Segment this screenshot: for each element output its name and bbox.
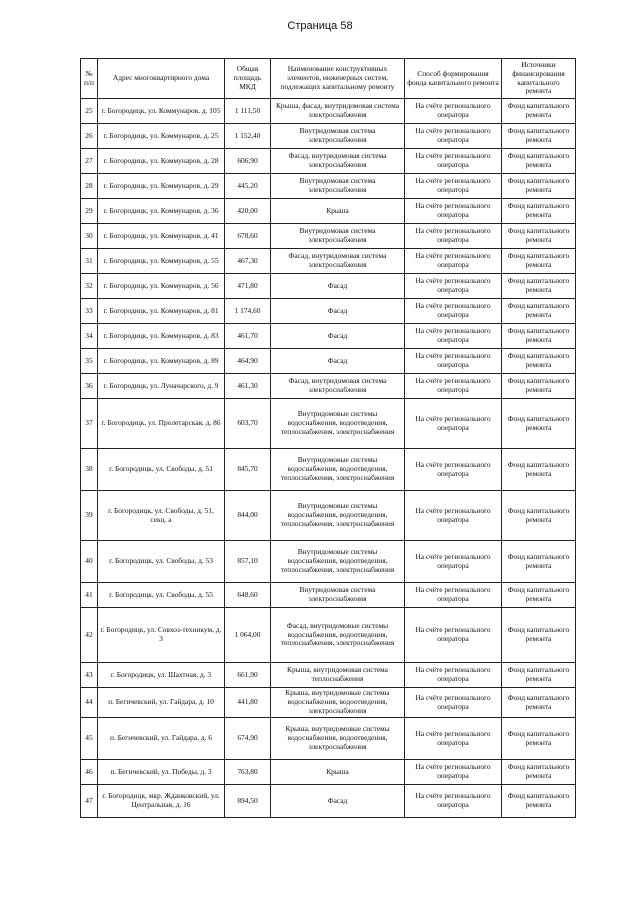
cell-elements: Крыша xyxy=(271,760,405,785)
cell-address: г. Богородицк, ул. Коммунаров, д. 81 xyxy=(98,299,225,324)
cell-method: На счёте регионального оператора xyxy=(405,199,502,224)
cell-address: г. Богородицк, ул. Коммунаров, д. 105 xyxy=(98,99,225,124)
table-row xyxy=(81,785,576,818)
cell-address: г. Богородицк, ул. Шахтная, д. 3 xyxy=(98,663,225,688)
cell-source: Фонд капитального ремонта xyxy=(502,608,576,663)
cell-address: г. Богородицк, ул. Коммунаров, д. 56 xyxy=(98,274,225,299)
table-row xyxy=(81,349,576,374)
cell-source: Фонд капитального ремонта xyxy=(502,224,576,249)
cell-address: г. Богородицк, мкр. Жданковский, ул. Центральная, д. 16 xyxy=(98,785,225,818)
table-row xyxy=(81,608,576,663)
cell-area: 420,00 xyxy=(225,199,271,224)
cell-area: 461,30 xyxy=(225,374,271,399)
cell-elements: Фасад xyxy=(271,299,405,324)
capital-repair-table xyxy=(80,58,576,818)
table-row xyxy=(81,274,576,299)
cell-source: Фонд капитального ремонта xyxy=(502,688,576,718)
table-row xyxy=(81,149,576,174)
cell-address: г. Богородицк, ул. Коммунаров, д. 41 xyxy=(98,224,225,249)
cell-area: 661,90 xyxy=(225,663,271,688)
cell-elements: Внутридомовая система электроснабжения xyxy=(271,124,405,149)
table-row xyxy=(81,124,576,149)
cell-address: г. Богородицк, ул. Коммунаров, д. 89 xyxy=(98,349,225,374)
cell-address: г. Богородицк, ул. Совхоз-техникум, д. 3 xyxy=(98,608,225,663)
cell-source: Фонд капитального ремонта xyxy=(502,124,576,149)
cell-source: Фонд капитального ремонта xyxy=(502,174,576,199)
cell-elements: Внутридомовые системы водоснабжения, водоотведения, теплоснабжения, электроснабжения xyxy=(271,541,405,583)
cell-area: 648,60 xyxy=(225,583,271,608)
cell-area: 763,80 xyxy=(225,760,271,785)
cell-elements: Внутридомовая система электроснабжения xyxy=(271,224,405,249)
cell-num: 33 xyxy=(81,299,98,324)
cell-method: На счёте регионального оператора xyxy=(405,374,502,399)
cell-address: г. Богородицк, ул. Коммунаров, д. 55 xyxy=(98,249,225,274)
cell-num: 43 xyxy=(81,663,98,688)
cell-num: 35 xyxy=(81,349,98,374)
cell-num: 41 xyxy=(81,583,98,608)
cell-method: На счёте регионального оператора xyxy=(405,324,502,349)
cell-address: п. Бегичевский, ул. Гайдара, д. 6 xyxy=(98,718,225,760)
cell-elements: Внутридомовая система электроснабжения xyxy=(271,174,405,199)
header-address: Адрес многоквартирного дома xyxy=(98,59,225,99)
table-row xyxy=(81,718,576,760)
header-num: № п/п xyxy=(81,59,98,99)
cell-address: г. Богородицк, ул. Пролетарская, д. 86 xyxy=(98,399,225,449)
cell-elements: Фасад xyxy=(271,349,405,374)
cell-area: 603,70 xyxy=(225,399,271,449)
table-row xyxy=(81,324,576,349)
cell-area: 1 152,40 xyxy=(225,124,271,149)
cell-address: г. Богородицк, ул. Свободы, д. 53 xyxy=(98,541,225,583)
cell-method: На счёте регионального оператора xyxy=(405,541,502,583)
cell-area: 844,00 xyxy=(225,491,271,541)
cell-method: На счёте регионального оператора xyxy=(405,299,502,324)
cell-source: Фонд капитального ремонта xyxy=(502,249,576,274)
cell-elements: Крыша, фасад, внутридомовая система электроснабжения xyxy=(271,99,405,124)
cell-num: 44 xyxy=(81,688,98,718)
cell-method: На счёте регионального оператора xyxy=(405,760,502,785)
table-body xyxy=(81,99,576,818)
cell-source: Фонд капитального ремонта xyxy=(502,99,576,124)
table-row xyxy=(81,491,576,541)
cell-source: Фонд капитального ремонта xyxy=(502,583,576,608)
cell-num: 36 xyxy=(81,374,98,399)
cell-area: 845,70 xyxy=(225,449,271,491)
cell-method: На счёте регионального оператора xyxy=(405,583,502,608)
cell-elements: Фасад xyxy=(271,274,405,299)
table-row xyxy=(81,249,576,274)
cell-num: 31 xyxy=(81,249,98,274)
cell-address: г. Богородицк, ул. Свободы, д. 55 xyxy=(98,583,225,608)
cell-source: Фонд капитального ремонта xyxy=(502,449,576,491)
cell-method: На счёте регионального оператора xyxy=(405,224,502,249)
cell-area: 461,70 xyxy=(225,324,271,349)
cell-area: 467,30 xyxy=(225,249,271,274)
cell-method: На счёте регионального оператора xyxy=(405,99,502,124)
cell-source: Фонд капитального ремонта xyxy=(502,541,576,583)
cell-area: 441,80 xyxy=(225,688,271,718)
cell-address: г. Богородицк, ул. Коммунаров, д. 83 xyxy=(98,324,225,349)
cell-source: Фонд капитального ремонта xyxy=(502,199,576,224)
cell-address: г. Богородицк, ул. Коммунаров, д. 29 xyxy=(98,174,225,199)
cell-num: 34 xyxy=(81,324,98,349)
cell-source: Фонд капитального ремонта xyxy=(502,324,576,349)
cell-num: 27 xyxy=(81,149,98,174)
cell-num: 30 xyxy=(81,224,98,249)
cell-method: На счёте регионального оператора xyxy=(405,349,502,374)
cell-method: На счёте регионального оператора xyxy=(405,491,502,541)
cell-num: 40 xyxy=(81,541,98,583)
cell-area: 1 111,50 xyxy=(225,99,271,124)
table-row xyxy=(81,760,576,785)
cell-area: 1 174,60 xyxy=(225,299,271,324)
cell-address: п. Бегичевский, ул. Гайдара, д. 10 xyxy=(98,688,225,718)
cell-elements: Крыша xyxy=(271,199,405,224)
cell-method: На счёте регионального оператора xyxy=(405,274,502,299)
cell-source: Фонд капитального ремонта xyxy=(502,274,576,299)
page-title: Страница 58 xyxy=(287,20,353,32)
cell-num: 39 xyxy=(81,491,98,541)
table-row xyxy=(81,663,576,688)
cell-source: Фонд капитального ремонта xyxy=(502,374,576,399)
cell-elements: Фасад, внутридомовая система электроснабжения xyxy=(271,249,405,274)
cell-source: Фонд капитального ремонта xyxy=(502,299,576,324)
cell-method: На счёте регионального оператора xyxy=(405,149,502,174)
cell-source: Фонд капитального ремонта xyxy=(502,760,576,785)
cell-elements: Фасад xyxy=(271,785,405,818)
cell-method: На счёте регионального оператора xyxy=(405,688,502,718)
cell-elements: Фасад, внутридомовая система электроснабжения xyxy=(271,149,405,174)
cell-num: 46 xyxy=(81,760,98,785)
cell-area: 445,20 xyxy=(225,174,271,199)
cell-source: Фонд капитального ремонта xyxy=(502,718,576,760)
cell-elements: Внутридомовая система электроснабжения xyxy=(271,583,405,608)
cell-source: Фонд капитального ремонта xyxy=(502,399,576,449)
cell-area: 674,90 xyxy=(225,718,271,760)
cell-elements: Внутридомовые системы водоснабжения, водоотведения, теплоснабжения, электроснабжения xyxy=(271,399,405,449)
cell-source: Фонд капитального ремонта xyxy=(502,491,576,541)
table-row xyxy=(81,99,576,124)
cell-method: На счёте регионального оператора xyxy=(405,785,502,818)
cell-area: 464,90 xyxy=(225,349,271,374)
cell-num: 45 xyxy=(81,718,98,760)
cell-address: г. Богородицк, ул. Луначарского, д. 9 xyxy=(98,374,225,399)
table-header-row xyxy=(81,59,576,99)
cell-method: На счёте регионального оператора xyxy=(405,249,502,274)
cell-elements: Внутридомовые системы водоснабжения, водоотведения, теплоснабжения, электроснабжения xyxy=(271,449,405,491)
table-row xyxy=(81,174,576,199)
cell-num: 25 xyxy=(81,99,98,124)
cell-method: На счёте регионального оператора xyxy=(405,449,502,491)
cell-elements: Фасад xyxy=(271,324,405,349)
table-row xyxy=(81,299,576,324)
cell-address: г. Богородицк, ул. Свободы, д. 51, секц. а xyxy=(98,491,225,541)
table-row xyxy=(81,399,576,449)
cell-area: 606,90 xyxy=(225,149,271,174)
cell-address: п. Бегичевский, ул. Победы, д. 3 xyxy=(98,760,225,785)
cell-method: На счёте регионального оператора xyxy=(405,718,502,760)
cell-num: 29 xyxy=(81,199,98,224)
cell-num: 26 xyxy=(81,124,98,149)
cell-source: Фонд капитального ремонта xyxy=(502,349,576,374)
table-row xyxy=(81,374,576,399)
cell-address: г. Богородицк, ул. Свободы, д. 51 xyxy=(98,449,225,491)
cell-elements: Фасад, внутридомовая система электроснабжения xyxy=(271,374,405,399)
cell-address: г. Богородицк, ул. Коммунаров, д. 36 xyxy=(98,199,225,224)
cell-address: г. Богородицк, ул. Коммунаров, д. 25 xyxy=(98,124,225,149)
cell-num: 28 xyxy=(81,174,98,199)
table-row xyxy=(81,688,576,718)
cell-method: На счёте регионального оператора xyxy=(405,663,502,688)
cell-area: 678,60 xyxy=(225,224,271,249)
cell-method: На счёте регионального оператора xyxy=(405,399,502,449)
cell-method: На счёте регионального оператора xyxy=(405,174,502,199)
cell-elements: Фасад, внутридомовые системы водоснабжения, водоотведения, теплоснабжения, электроснабжения xyxy=(271,608,405,663)
header-area: Общая площадь МКД xyxy=(225,59,271,99)
cell-source: Фонд капитального ремонта xyxy=(502,663,576,688)
table-row xyxy=(81,541,576,583)
cell-num: 32 xyxy=(81,274,98,299)
cell-num: 37 xyxy=(81,399,98,449)
cell-method: На счёте регионального оператора xyxy=(405,124,502,149)
cell-address: г. Богородицк, ул. Коммунаров, д. 28 xyxy=(98,149,225,174)
cell-num: 42 xyxy=(81,608,98,663)
header-elements: Наименование конструктивных элементов, инженерных систем, подлежащих капитальному ремонту xyxy=(271,59,405,99)
cell-elements: Крыша, внутридомовые системы водоснабжения, водоотведения, электроснабжения xyxy=(271,718,405,760)
header-source: Источники финансирования капитального ремонта xyxy=(502,59,576,99)
table-row xyxy=(81,224,576,249)
cell-area: 894,50 xyxy=(225,785,271,818)
cell-num: 47 xyxy=(81,785,98,818)
header-method: Способ формирования фонда капитального ремонта xyxy=(405,59,502,99)
table-row xyxy=(81,199,576,224)
cell-area: 857,10 xyxy=(225,541,271,583)
cell-elements: Внутридомовые системы водоснабжения, водоотведения, теплоснабжения, электроснабжения xyxy=(271,491,405,541)
cell-area: 471,80 xyxy=(225,274,271,299)
table-row xyxy=(81,583,576,608)
cell-method: На счёте регионального оператора xyxy=(405,608,502,663)
cell-elements: Крыша, внутридомовая система теплоснабжения xyxy=(271,663,405,688)
cell-source: Фонд капитального ремонта xyxy=(502,785,576,818)
cell-num: 38 xyxy=(81,449,98,491)
cell-area: 1 064,00 xyxy=(225,608,271,663)
cell-elements: Крыша, внутридомовые системы водоснабжения, водоотведения, электроснабжения xyxy=(271,688,405,718)
table-row xyxy=(81,449,576,491)
cell-source: Фонд капитального ремонта xyxy=(502,149,576,174)
